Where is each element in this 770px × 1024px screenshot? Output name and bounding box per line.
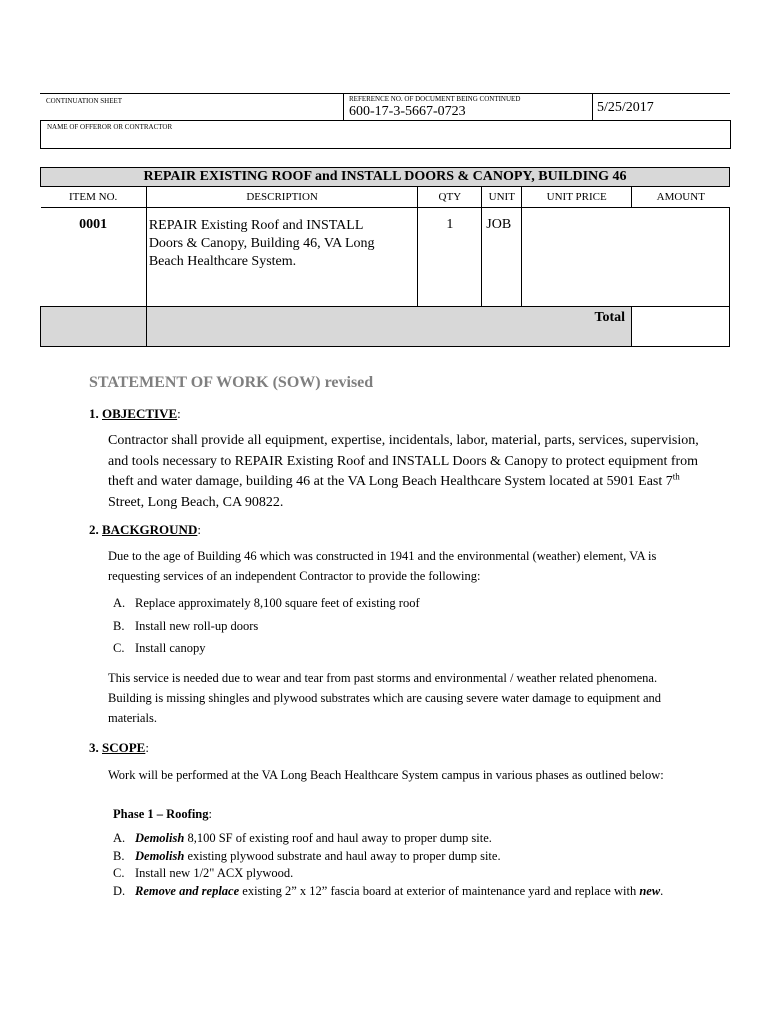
scope-intro: Work will be performed at the VA Long Beach Healthcare System campus in various phases as outlined below: — [108, 768, 664, 782]
col-unit: UNIT — [482, 187, 522, 208]
section-scope-heading: 3. SCOPE: — [89, 740, 149, 755]
item-number: 0001 — [41, 208, 147, 307]
total-label: Total — [146, 307, 631, 347]
list-item: D. Remove and replace existing 2” x 12” fascia board at exterior of maintenance yard and replace with new. — [113, 883, 664, 898]
document-date: 5/25/2017 — [597, 100, 654, 115]
offeror-label: NAME OF OFFEROR OR CONTRACTOR — [47, 123, 173, 131]
objective-text: Contractor shall provide all equipment, expertise, incidentals, labor, material, parts, services, supervision, and tools necessary to REPAIR Existing Roof and INSTALL Doors & Canopy to protect equipment from theft and water damage, building 46 at the VA Long Beach Healthcare System located at 5901 East 7 — [108, 433, 699, 489]
list-item: B. Install new roll-up doors — [113, 618, 259, 633]
item-description: REPAIR Existing Roof and INSTALL Doors & Canopy, Building 46, VA Long Beach Healthcare System. — [146, 208, 418, 307]
table-header-row — [41, 187, 730, 208]
col-amount: AMOUNT — [632, 187, 730, 208]
item-table — [40, 167, 730, 347]
item-qty: 1 — [418, 208, 482, 307]
total-row — [41, 307, 730, 347]
section-title: OBJECTIVE — [102, 406, 178, 421]
ordinal-superscript: th — [672, 471, 680, 482]
total-blank-cell — [41, 307, 147, 347]
section-title: SCOPE — [102, 740, 146, 755]
list-item: B. Demolish existing plywood substrate and haul away to proper dump site. — [113, 848, 501, 863]
reference-number: 600-17-3-5667-0723 — [349, 104, 466, 119]
section-number: 1. — [89, 406, 99, 421]
section-background-heading: 2. BACKGROUND: — [89, 522, 201, 537]
list-item: A. Replace approximately 8,100 square feet of existing roof — [113, 596, 420, 610]
phase-list — [113, 830, 683, 900]
phase-title: Phase 1 – Roofing: — [113, 807, 212, 821]
table-row — [41, 208, 730, 307]
objective-paragraph — [108, 431, 708, 513]
section-objective-heading: 1. OBJECTIVE: — [89, 406, 181, 421]
item-unit: JOB — [482, 208, 522, 307]
list-item: C. Install new 1/2" ACX plywood. — [113, 866, 294, 880]
objective-text-end: Street, Long Beach, CA 90822. — [108, 494, 284, 510]
section-title: BACKGROUND — [102, 522, 198, 537]
background-intro: Due to the age of Building 46 which was constructed in 1941 and the environmental (weather) element, VA is requesting services of an independent Contractor to provide the following: — [108, 549, 657, 583]
col-item-no: ITEM NO. — [41, 187, 147, 208]
background-list — [113, 592, 420, 660]
total-amount — [632, 307, 730, 347]
col-unit-price: UNIT PRICE — [522, 187, 632, 208]
item-amount — [632, 208, 730, 307]
offeror-row — [40, 120, 731, 149]
reference-label: REFERENCE NO. OF DOCUMENT BEING CONTINUED — [349, 95, 521, 103]
item-unit-price — [522, 208, 632, 307]
continuation-header — [40, 93, 730, 148]
table-title: REPAIR EXISTING ROOF and INSTALL DOORS & CANOPY, BUILDING 46 — [41, 168, 730, 187]
continuation-label: CONTINUATION SHEET — [46, 97, 123, 105]
section-number: 2. — [89, 522, 99, 537]
reference-cell — [343, 94, 593, 121]
list-item: C. Install canopy — [113, 641, 206, 655]
list-item: A. Demolish 8,100 SF of existing roof and haul away to proper dump site. — [113, 831, 492, 845]
col-qty: QTY — [418, 187, 482, 208]
background-closing: This service is needed due to wear and tear from past storms and environmental / weather related phenomena. Building is missing shingles and plywood substrates which are causing severe water damage to equipment and materials. — [108, 671, 662, 725]
col-description: DESCRIPTION — [146, 187, 418, 208]
section-number: 3. — [89, 740, 99, 755]
sow-title: STATEMENT OF WORK (SOW) revised — [89, 374, 374, 391]
date-cell — [592, 94, 730, 121]
header-row-top — [40, 93, 730, 121]
